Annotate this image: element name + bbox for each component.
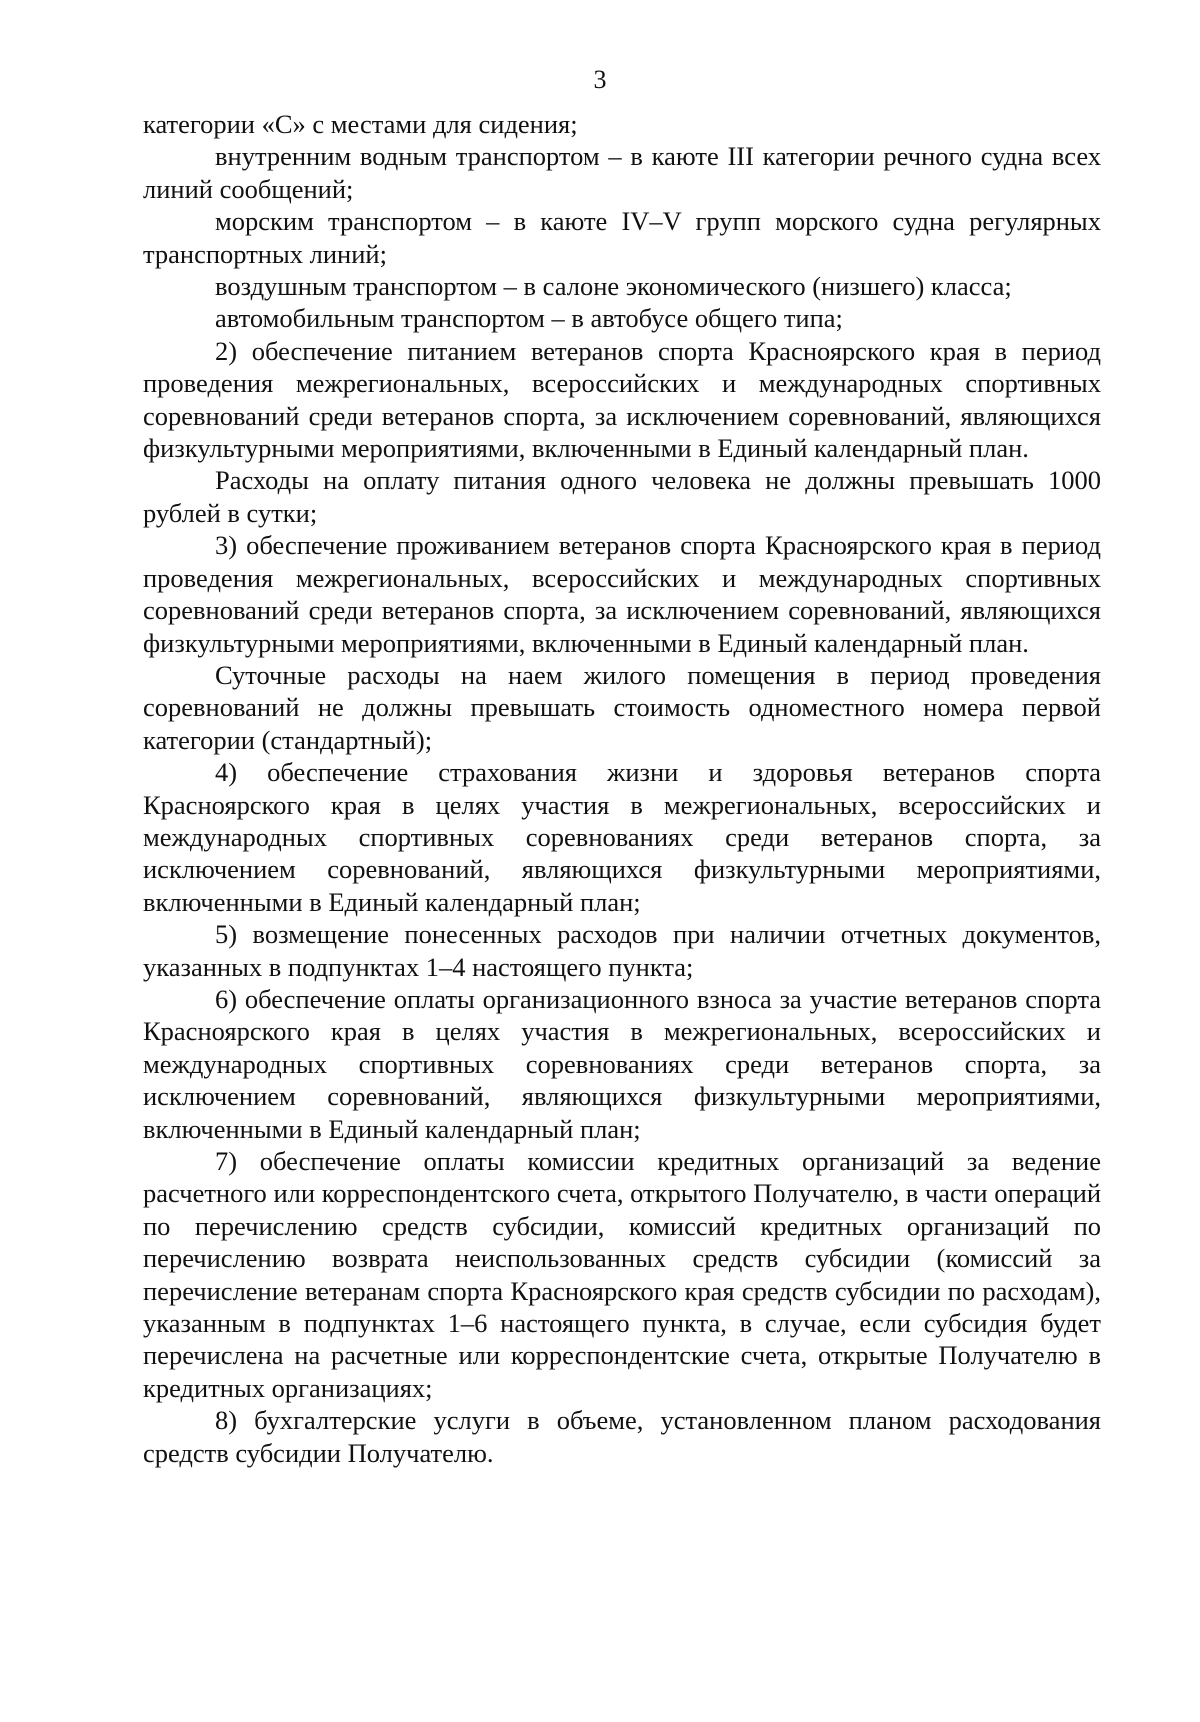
paragraph-item-5-reimbursement: 5) возмещение понесенных расходов при наличии отчетных документов, указанных в подпунктах 1–4 настоящего пункта; <box>143 919 1101 982</box>
paragraph-meal-expense-limit: Расходы на оплату питания одного человека не должны превышать 1000 рублей в сутки; <box>143 465 1101 528</box>
paragraph-inland-water-transport: внутренним водным транспортом – в каюте III категории речного судна всех линий сообщений; <box>143 141 1101 204</box>
paragraph-accommodation-expense-limit: Суточные расходы на наем жилого помещения в период проведения соревнований не должны превышать стоимость одноместного номера первой категории (стандартный); <box>143 659 1101 755</box>
paragraph-item-6-entry-fee: 6) обеспечение оплаты организационного взноса за участие ветеранов спорта Красноярского края в целях участия в межрегиональных, всероссийских и международных спортивных соревнованиях среди ветеранов спорта, за исключением соревнований, являющихся физкультурными мероприятиями, включенными в Единый календарный план; <box>143 983 1101 1144</box>
paragraph-item-7-bank-commission: 7) обеспечение оплаты комиссии кредитных организаций за ведение расчетного или корреспондентского счета, открытого Получателю, в части операций по перечислению средств субсидии, комиссий кредитных организаций по перечислению возврата неиспользованных средств субсидии (комиссий за перечисление ветеранам спорта Красноярского края средств субсидии по расходам), указанным в подпунктах 1–6 настоящего пункта, в случае, если субсидия будет перечислена на расчетные или корреспондентские счета, открытые Получателю в кредитных организациях; <box>143 1146 1101 1403</box>
paragraph-item-3-accommodation: 3) обеспечение проживанием ветеранов спорта Красноярского края в период проведения межрегиональных, всероссийских и международных спортивных соревнований среди ветеранов спорта, за исключением соревнований, являющихся физкультурными мероприятиями, включенными в Единый календарный план. <box>143 530 1101 658</box>
document-body <box>143 108 1101 1469</box>
paragraph-continuation: категории «С» с местами для сидения; <box>143 109 578 139</box>
paragraph-item-8-accounting-services: 8) бухгалтерские услуги в объеме, установленном планом расходования средств субсидии Получателю. <box>143 1405 1101 1468</box>
paragraph-sea-transport: морским транспортом – в каюте IV–V групп морского судна регулярных транспортных линий; <box>143 206 1101 269</box>
paragraph-item-4-insurance: 4) обеспечение страхования жизни и здоровья ветеранов спорта Красноярского края в целях участия в межрегиональных, всероссийских и международных спортивных соревнованиях среди ветеранов спорта, за исключением соревнований, являющихся физкультурными мероприятиями, включенными в Единый календарный план; <box>143 757 1101 917</box>
page-number: 3 <box>593 65 607 94</box>
paragraph-road-transport: автомобильным транспортом – в автобусе общего типа; <box>215 303 843 334</box>
paragraph-air-transport: воздушным транспортом – в салоне экономического (низшего) класса; <box>215 271 1012 302</box>
paragraph-item-2-meals: 2) обеспечение питанием ветеранов спорта Красноярского края в период проведения межрегиональных, всероссийских и международных спортивных соревнований среди ветеранов спорта, за исключением соревнований, являющихся физкультурными мероприятиями, включенными в Единый календарный план. <box>143 335 1101 464</box>
